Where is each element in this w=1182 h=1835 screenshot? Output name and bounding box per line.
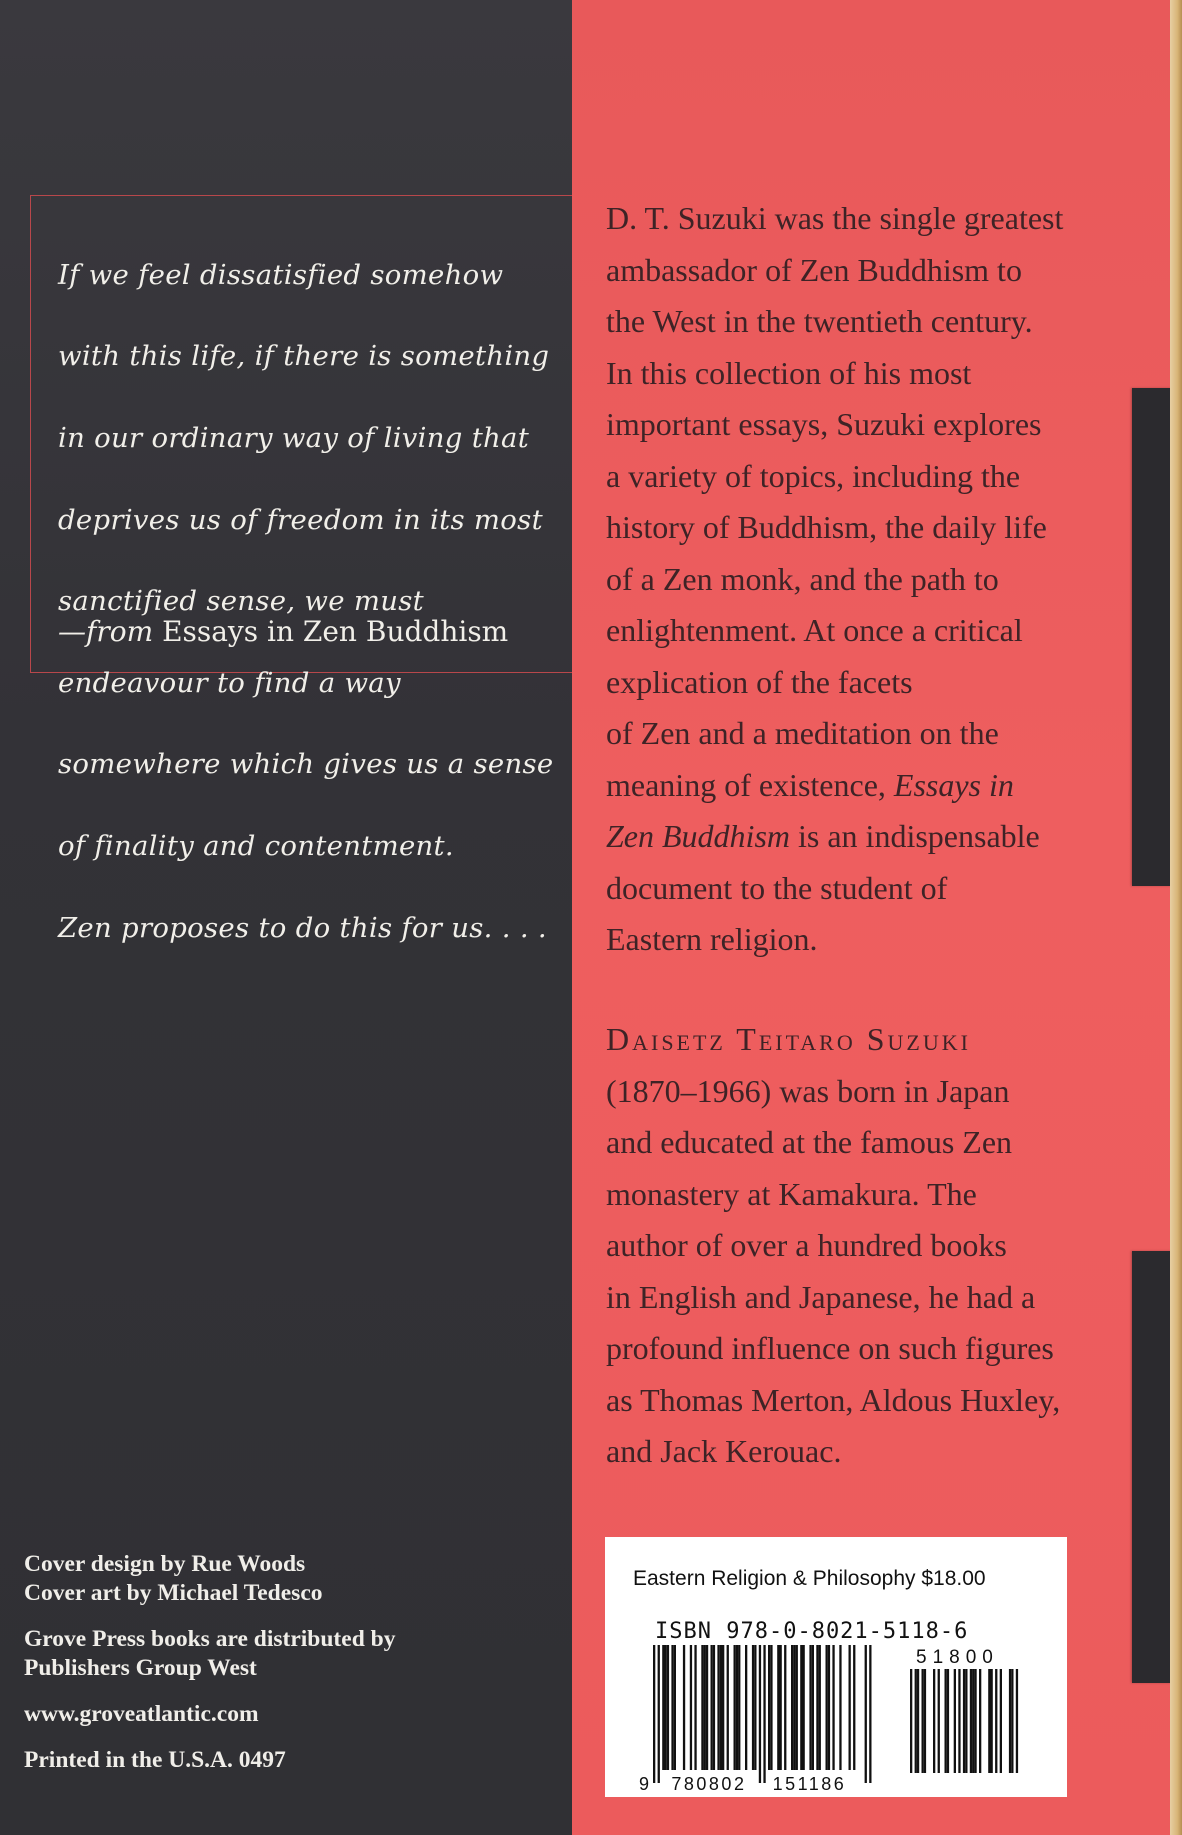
description-line: document to the student of — [606, 869, 948, 906]
barcode-bar — [796, 1645, 798, 1770]
barcode-bar — [853, 1645, 855, 1770]
book-title-part2: Zen Buddhism — [606, 818, 790, 854]
category-price: Eastern Religion & Philosophy $18.00 — [633, 1567, 986, 1590]
bio-line: and educated at the famous Zen — [606, 1124, 1013, 1160]
addon-bar — [947, 1669, 949, 1773]
barcode-panel — [605, 1537, 1067, 1797]
barcode-bar — [711, 1645, 713, 1770]
barcode-bar — [793, 1645, 795, 1770]
addon-bar — [1000, 1669, 1002, 1773]
addon-bar — [979, 1669, 981, 1773]
bio-line: as Thomas Merton, Aldous Huxley, — [606, 1381, 1061, 1418]
description-line: In this collection of his most — [606, 354, 972, 391]
bio-line: in English and Japanese, he had a — [606, 1278, 1036, 1315]
barcode-bar — [736, 1645, 738, 1770]
barcode-bar — [671, 1645, 673, 1770]
barcode-bar — [812, 1645, 814, 1770]
cover-design-credit: Cover design by Rue Woods — [24, 1551, 306, 1577]
barcode-bar — [713, 1645, 715, 1770]
description-line — [606, 811, 1126, 863]
description-line-text: meaning of existence, — [606, 766, 886, 803]
addon-bar — [954, 1669, 956, 1773]
addon-bar — [945, 1669, 947, 1773]
addon-bar — [915, 1669, 917, 1773]
attribution-title: Essays in Zen Buddhism — [162, 615, 509, 648]
page-tab-upper — [1132, 388, 1172, 886]
addon-bar — [988, 1669, 990, 1773]
pull-quote — [58, 214, 578, 989]
barcode-bar — [832, 1645, 834, 1770]
quote-line: with this life, if there is something — [58, 340, 550, 373]
description-line: enlightenment. At once a critical — [606, 612, 1023, 648]
description-line: a variety of topics, including the — [606, 457, 1021, 494]
cover-art-credit: Cover art by Michael Tedesco — [24, 1580, 323, 1606]
barcode-digits: 9 — [639, 1774, 652, 1794]
description-line: Eastern religion. — [606, 921, 818, 957]
description-line: explication of the facets — [606, 663, 913, 700]
description-line: ambassador of Zen Buddhism to — [606, 251, 1022, 288]
barcode-bar — [653, 1645, 655, 1783]
barcode-bar — [662, 1645, 664, 1770]
description-line: of a Zen monk, and the path to — [606, 560, 999, 597]
barcode-bar — [826, 1645, 828, 1770]
barcode-bar — [690, 1645, 692, 1770]
barcode-bar — [816, 1645, 818, 1770]
barcode-bar — [701, 1645, 703, 1770]
barcode-bar — [694, 1645, 696, 1770]
barcode-bar — [809, 1645, 811, 1770]
bio-line: and Jack Kerouac. — [606, 1433, 842, 1469]
barcode-bar — [803, 1645, 805, 1770]
isbn-label: ISBN 978-0-8021-5118-6 — [655, 1619, 969, 1644]
barcode-bar — [717, 1645, 719, 1770]
barcode-bar — [869, 1645, 871, 1783]
barcode-bar — [658, 1645, 660, 1783]
addon-bar — [924, 1669, 926, 1773]
addon-bar — [958, 1669, 960, 1773]
addon-bar — [910, 1669, 912, 1773]
barcode-bar — [683, 1645, 685, 1770]
barcode-bar — [839, 1645, 841, 1770]
barcode-bar — [722, 1645, 724, 1770]
bio-line: monastery at Kamakura. The — [606, 1175, 977, 1212]
barcode-bar — [768, 1645, 770, 1770]
addon-bar — [970, 1669, 972, 1773]
book-description — [606, 193, 1126, 966]
barcode-bar — [770, 1645, 772, 1770]
description-line — [606, 760, 1126, 812]
spacer — [24, 1683, 544, 1700]
page-edge — [1170, 0, 1182, 1835]
barcode-bar — [784, 1645, 786, 1770]
barcode-bar — [674, 1645, 676, 1770]
addon-bar — [991, 1669, 993, 1773]
page-tab-lower — [1132, 1251, 1172, 1683]
quote-line: in our ordinary way of living that — [58, 421, 530, 454]
barcode-bar — [849, 1645, 851, 1770]
publisher-credits — [24, 1550, 544, 1775]
description-line: of Zen and a meditation on the — [606, 715, 999, 751]
quote-line: Zen proposes to do this for us. . . . — [58, 911, 547, 944]
printed-in: Printed in the U.S.A. 0497 — [24, 1747, 286, 1773]
barcode-digits: 780802 — [671, 1774, 747, 1794]
description-line: history of Buddhism, the daily life — [606, 509, 1047, 545]
barcode-bar — [800, 1645, 802, 1770]
barcode-bar — [828, 1645, 830, 1770]
addon-digits: 51800 — [916, 1647, 999, 1668]
addon-bar — [995, 1669, 997, 1773]
book-title-part1: Essays in — [893, 766, 1014, 803]
barcode-bar — [738, 1645, 740, 1770]
barcode-bar — [727, 1645, 729, 1770]
barcode — [605, 1537, 1067, 1797]
barcode-bar — [720, 1645, 722, 1770]
addon-bar — [972, 1669, 974, 1773]
barcode-bar — [759, 1645, 761, 1783]
author-bio — [606, 1014, 1126, 1478]
website-link[interactable]: www.groveatlantic.com — [24, 1701, 259, 1727]
barcode-bar — [865, 1645, 867, 1783]
addon-bar — [963, 1669, 965, 1773]
description-line-text: is an indispensable — [790, 818, 1040, 854]
barcode-bar — [704, 1645, 706, 1770]
quote-attribution — [58, 612, 578, 652]
bio-line: author of over a hundred books — [606, 1227, 1007, 1263]
spacer — [24, 1608, 544, 1625]
addon-bar — [1011, 1669, 1013, 1773]
addon-bar — [1009, 1669, 1011, 1773]
quote-line: deprives us of freedom in its most — [58, 503, 543, 536]
quote-line: of finality and contentment. — [58, 829, 454, 862]
barcode-digits: 151186 — [772, 1774, 847, 1794]
barcode-bar — [763, 1645, 765, 1783]
spacer — [24, 1729, 544, 1746]
barcode-bar — [745, 1645, 747, 1770]
description-line: important essays, Suzuki explores — [606, 406, 1042, 442]
author-name: Daisetz Teitaro Suzuki — [606, 1021, 971, 1057]
addon-bar — [938, 1669, 940, 1773]
quote-line: sanctified sense, we must — [58, 585, 425, 618]
barcode-bar — [706, 1645, 708, 1770]
barcode-bar — [819, 1645, 821, 1770]
addon-bar — [933, 1669, 935, 1773]
quote-line: somewhere which gives us a sense — [58, 748, 554, 781]
barcode-bar — [777, 1645, 779, 1770]
addon-bar — [917, 1669, 919, 1773]
addon-bar — [922, 1669, 924, 1773]
addon-bar — [1016, 1669, 1018, 1773]
addon-bar — [974, 1669, 976, 1773]
barcode-bar — [667, 1645, 669, 1770]
barcode-bar — [791, 1645, 793, 1770]
distribution-line: Grove Press books are distributed by — [24, 1626, 396, 1652]
barcode-bar — [754, 1645, 756, 1770]
bio-line: profound influence on such figures — [606, 1330, 1054, 1366]
barcode-bar — [752, 1645, 754, 1770]
description-line: D. T. Suzuki was the single greatest — [606, 200, 1064, 236]
attribution-prefix: —from — [58, 615, 154, 648]
barcode-bar — [734, 1645, 736, 1770]
barcode-bar — [665, 1645, 667, 1770]
distribution-line: Publishers Group West — [24, 1655, 257, 1681]
description-line: the West in the twentieth century. — [606, 303, 1033, 339]
quote-line: endeavour to find a way — [58, 666, 401, 699]
barcode-bar — [780, 1645, 782, 1770]
quote-line: If we feel dissatisfied somehow — [58, 258, 504, 291]
addon-bar — [965, 1669, 967, 1773]
bio-line: (1870–1966) was born in Japan — [606, 1072, 1010, 1109]
